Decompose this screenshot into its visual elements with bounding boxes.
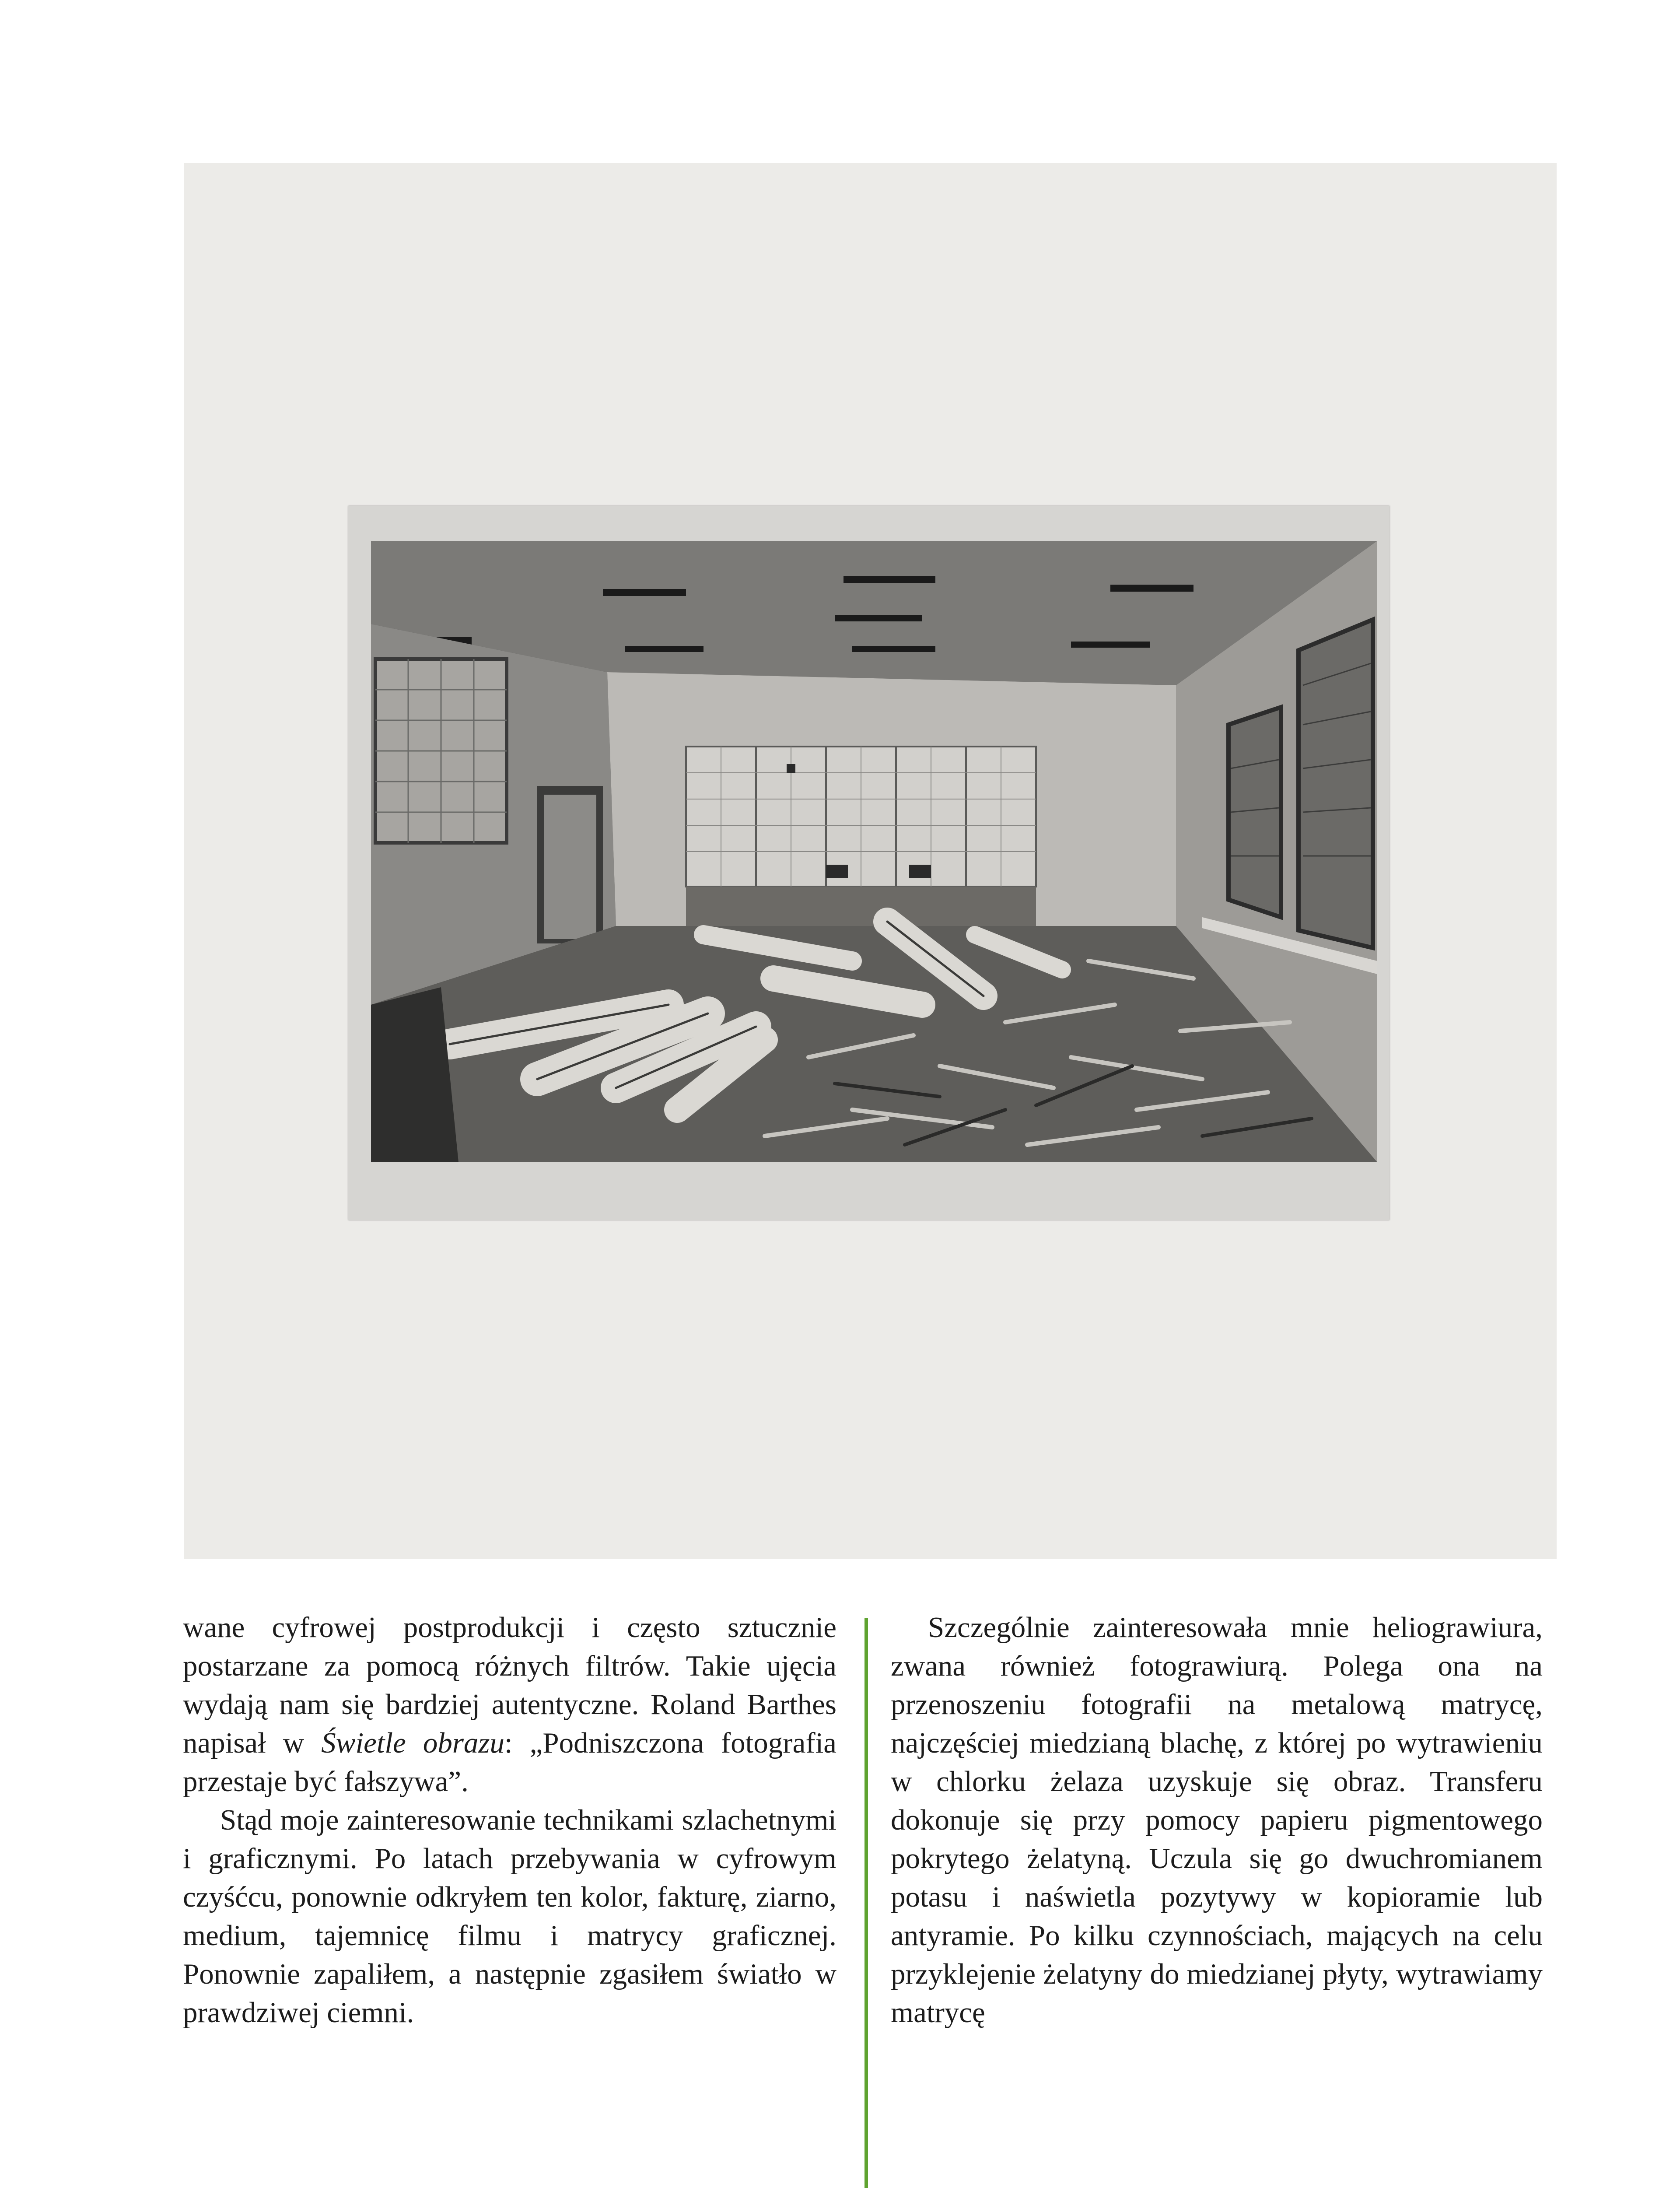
book-title: Świetle obrazu bbox=[321, 1727, 504, 1759]
text-column-right bbox=[891, 1608, 1543, 2032]
paragraph: Szczególnie zainteresowała mnie heliograwiura, zwana również fotograwiurą. Polega ona na przenoszeniu fotografii na metalową matrycę, najczęściej miedzianą blachę, z której po wytrawieniu w chlorku żelaza uzyskuje się obraz. Transferu dokonuje się przy pomocy papieru pigmentowego pokrytego żelatyną. Uczula się go dwuchromianem potasu i naświetla pozytywy w kopioramie lub antyramie. Po kilku czynnościach, mających na celu przyklejenie żelatyny do miedzianej płyty, wytrawiamy matrycę bbox=[891, 1611, 1543, 2029]
paragraph-text: wane cyfrowej postprodukcji i często sztucznie postarzane za pomocą różnych filtrów. Takie ujęcia wydają nam się bardziej autentyczne. Roland Barthes napisał w bbox=[183, 1611, 836, 1759]
print-image-svg bbox=[371, 541, 1377, 1162]
paragraph bbox=[183, 1608, 836, 1801]
photo-reproduction bbox=[184, 163, 1557, 1559]
text-column-left bbox=[183, 1608, 836, 2032]
heliogravure-print bbox=[348, 506, 1390, 1220]
print-image-room-debris bbox=[371, 541, 1377, 1162]
paragraph: Stąd moje zainteresowanie technikami szlachetnymi i graficznymi. Po latach przebywania w cyfrowym czyśćcu, ponownie odkryłem ten kolor, fakturę, ziarno, medium, tajemnicę filmu i matrycy graficznej. Ponownie zapaliłem, a następnie zgasiłem światło w prawdziwej ciemni. bbox=[183, 1804, 836, 2029]
paragraph-text: : „Podniszczona fotografia przestaje być fałszywa”. bbox=[183, 1727, 837, 1798]
column-divider bbox=[864, 1618, 868, 2188]
